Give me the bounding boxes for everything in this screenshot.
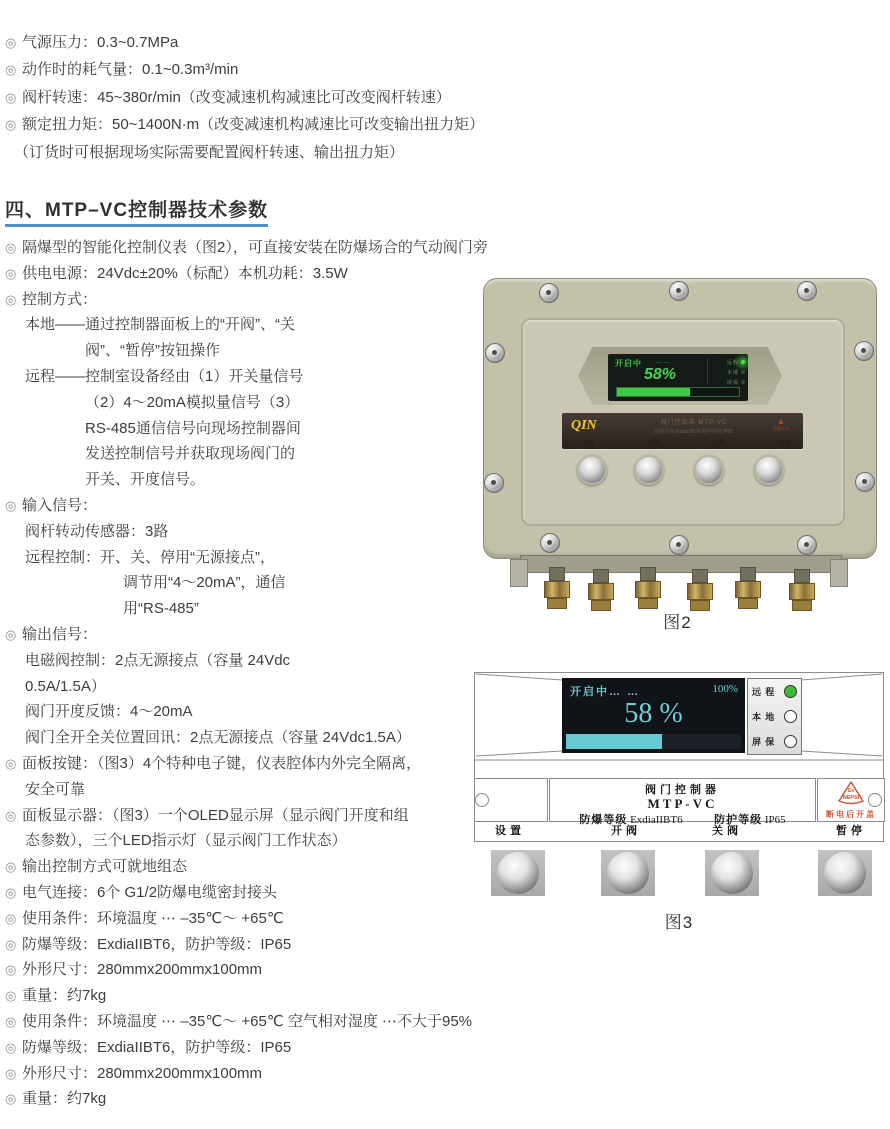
bullet-icon: ◎: [5, 89, 17, 105]
list-item: [5, 1009, 885, 1035]
qin-logo: QIN: [571, 418, 597, 433]
list-item: [5, 1086, 885, 1112]
button-label: 开阀: [647, 441, 660, 447]
led-label: 屏保: [726, 379, 739, 386]
panel-button: [818, 850, 872, 896]
emblem-text: 防爆合格: [773, 426, 789, 431]
list-item-text: 阀杆转动传感器：3路: [25, 522, 169, 540]
list-item: [5, 983, 885, 1009]
button-label: 关阀: [713, 441, 726, 447]
list-item-text: 态参数），三个LED指示灯（显示阀门工作状态）: [25, 832, 347, 850]
cable-gland-icon: [789, 569, 815, 611]
list-item: [5, 84, 885, 111]
nameplate-line2: 防爆等级 ExdiaIIBT6 防护等级 IP65: [654, 429, 734, 435]
valve-status-text: 开启中: [615, 359, 642, 368]
list-item-text: 安全可靠: [25, 780, 86, 798]
bullet-icon: ◎: [5, 910, 17, 926]
ip-rating-value: IP65: [764, 814, 786, 826]
list-item-text: 外形尺寸：280mmx200mmx100mm: [22, 1064, 263, 1082]
bullet-icon: ◎: [5, 1013, 17, 1029]
led-label: 本 地: [752, 712, 776, 722]
svg-text:NEPSI: NEPSI: [842, 795, 860, 801]
cable-gland-icon: [735, 567, 761, 609]
top-list: [5, 29, 885, 166]
list-item-text: 气源压力：0.3~0.7MPa: [22, 34, 179, 51]
list-item-text: 输入信号：: [22, 496, 98, 514]
ex-rating-value: ExdiaIIBT6: [630, 814, 683, 826]
led-label: 远 程: [752, 687, 776, 697]
panel-button: [601, 850, 655, 896]
bullet-icon: ◎: [5, 936, 17, 952]
list-item: [5, 139, 885, 166]
bullet-icon: ◎: [5, 62, 17, 78]
opening-percent: 58 %: [624, 698, 683, 729]
cable-glands: [470, 275, 885, 635]
led-label: 远程: [726, 359, 739, 366]
rating-row: [550, 811, 815, 827]
bullet-icon: ◎: [5, 291, 17, 307]
device-title: 阀门控制器: [645, 784, 720, 796]
bullet-icon: ◎: [5, 626, 17, 642]
device-model: MTP-VC: [647, 796, 718, 811]
progress-bar: [566, 734, 741, 749]
list-item-text: 使用条件：环境温度 ⋯ –35℃～ +65℃: [22, 909, 284, 927]
bullet-icon: ◎: [5, 265, 17, 281]
bullet-icon: ◎: [5, 497, 17, 513]
emblem-mark: ▲: [776, 416, 786, 426]
screensaver-led: [784, 735, 797, 748]
list-item-text: 控制方式：: [22, 290, 98, 308]
bullet-icon: ◎: [5, 1039, 17, 1055]
bullet-icon: ◎: [5, 35, 17, 50]
bullet-icon: ◎: [5, 117, 17, 133]
list-item: [5, 932, 885, 958]
list-item: [5, 111, 885, 138]
max-percent: 100%: [712, 683, 738, 695]
bullet-icon: ◎: [5, 1091, 17, 1107]
list-item-text: 输出控制方式可就地组态: [22, 858, 188, 876]
list-item-text: 供电电源：24Vdc±20%（标配）本机功耗：3.5W: [22, 264, 348, 282]
bullet-icon: ◎: [5, 988, 17, 1004]
list-item-text: 输出信号：: [22, 625, 98, 643]
list-item-text: 本地——通过控制器面板上的“开阀”、“关: [25, 316, 295, 334]
list-item-text: 额定扭力矩：50~1400N·m（改变减速机构减速比可改变输出扭力矩）: [22, 116, 485, 134]
list-item-text: 重量：约7kg: [22, 987, 107, 1005]
list-item-text: 开关、开度信号。: [85, 471, 206, 489]
bullet-icon: ◎: [5, 240, 17, 255]
figure3-diagram: [470, 668, 888, 930]
figure2-photo: [470, 275, 885, 635]
list-item: [5, 235, 885, 261]
cable-gland-icon: [588, 569, 614, 611]
list-item-text: 重量：约7kg: [22, 1090, 107, 1108]
screw-icon: [868, 793, 882, 807]
bullet-icon: ◎: [5, 884, 17, 900]
list-item-text: 调节用“4～20mA”，通信: [123, 574, 286, 592]
bullet-icon: ◎: [5, 962, 17, 978]
list-item-text: 用“RS-485”: [123, 600, 199, 618]
button-label: 关阀: [712, 825, 742, 837]
bullet-icon: ◎: [5, 807, 17, 823]
list-item: [5, 957, 885, 983]
list-item-text: 远程——控制室设备经由（1）开关量信号: [25, 367, 304, 385]
figure3-caption: 图3: [664, 913, 694, 932]
led-label: 本地: [726, 369, 739, 376]
list-item-text: 阀杆转速：45~380r/min（改变减速机构减速比可改变阀杆转速）: [22, 88, 451, 106]
list-item-text: 发送控制信号并获取现场阀门的: [85, 445, 296, 463]
button-label: 开阀: [611, 825, 641, 837]
remote-led: [784, 685, 797, 698]
cable-gland-icon: [635, 567, 661, 609]
led-label: 屏 保: [752, 737, 776, 747]
panel-button: [705, 850, 759, 896]
svg-text:Ex: Ex: [847, 788, 855, 794]
figure3-led-panel: [747, 678, 802, 755]
opening-percent: 58%: [644, 366, 677, 383]
list-item: [5, 1061, 885, 1087]
list-item-text: （订货时可根据现场实际需要配置阀杆转速、输出扭力矩）: [14, 143, 405, 161]
nameplate-center-box: [549, 778, 816, 826]
list-item-text: RS-485通信信号向现场控制器间: [85, 419, 301, 437]
list-item-text: 远程控制：开、关、停用“无源接点”，: [25, 548, 275, 566]
panel-button: [491, 850, 545, 896]
list-item-text: （2）4～20mA模拟量信号（3）: [85, 393, 300, 411]
bullet-icon: ◎: [5, 1065, 17, 1081]
valve-status-text: 开启中… …: [570, 686, 641, 698]
button-label: 设置: [495, 825, 525, 837]
ip-rating-label: 防护等级: [714, 814, 763, 826]
list-item-text: 防爆等级：ExdiaIIBT6，防护等级：IP65: [22, 935, 292, 953]
list-item-text: 电磁阀控制：2点无源接点（容量 24Vdc: [25, 651, 291, 669]
cable-gland-icon: [687, 569, 713, 611]
button-label: 设置: [582, 441, 595, 447]
page-title: 四、MTP–VC控制器技术参数: [5, 195, 268, 227]
bullet-icon: ◎: [5, 859, 17, 875]
cable-gland-icon: [544, 567, 570, 609]
list-item-text: 使用条件：环境温度 ⋯ –35℃～ +65℃ 空气相对湿度 ⋯不大于95%: [22, 1012, 473, 1030]
bullet-icon: ◎: [5, 755, 17, 771]
list-item: [5, 29, 885, 56]
list-item-text: 电气连接：6个 G1/2防爆电缆密封接头: [22, 883, 278, 901]
list-item-text: 阀”、“暂停”按钮操作: [85, 342, 220, 360]
nameplate-line1: 阀门控制器 MTP-VC: [660, 420, 728, 426]
list-item-text: 0.5A/1.5A）: [25, 677, 106, 695]
mount-bracket: [510, 559, 528, 587]
list-item-text: 面板按键：（图3）4个特种电子键，仪表腔体内外完全隔离，: [22, 754, 422, 772]
figure2-caption: 图2: [663, 613, 692, 632]
list-item: [5, 1035, 885, 1061]
local-led: [784, 710, 797, 723]
list-item-text: 阀门开度反馈：4～20mA: [25, 703, 193, 721]
list-item-text: 阀门全开全关位置回讯：2点无源接点（容量 24Vdc1.5A）: [25, 729, 411, 747]
status-dashes: — —: [656, 360, 670, 366]
button-label: 暂停: [836, 825, 866, 837]
list-item-text: 动作时的耗气量：0.1~0.3m³/min: [22, 61, 239, 79]
list-item: [5, 56, 885, 83]
list-item-text: 防爆等级：ExdiaIIBT6，防护等级：IP65: [22, 1038, 292, 1056]
figure3-oled-display: [562, 678, 745, 753]
mount-bracket: [830, 559, 848, 587]
list-item-text: 面板显示器：（图3）一个OLED显示屏（显示阀门开度和组: [22, 806, 409, 824]
ex-rating-label: 防爆等级: [579, 814, 628, 826]
list-item-text: 隔爆型的智能化控制仪表（图2），可直接安装在防爆场合的气动阀门旁: [22, 239, 488, 256]
button-label: 暂停: [778, 441, 791, 447]
list-item-text: 外形尺寸：280mmx200mmx100mm: [22, 961, 263, 979]
progress-bar-fill: [566, 734, 662, 749]
screw-icon: [475, 793, 489, 807]
nepsi-logo-icon: [836, 780, 866, 806]
warning-text: 断电后开盖: [826, 810, 876, 819]
